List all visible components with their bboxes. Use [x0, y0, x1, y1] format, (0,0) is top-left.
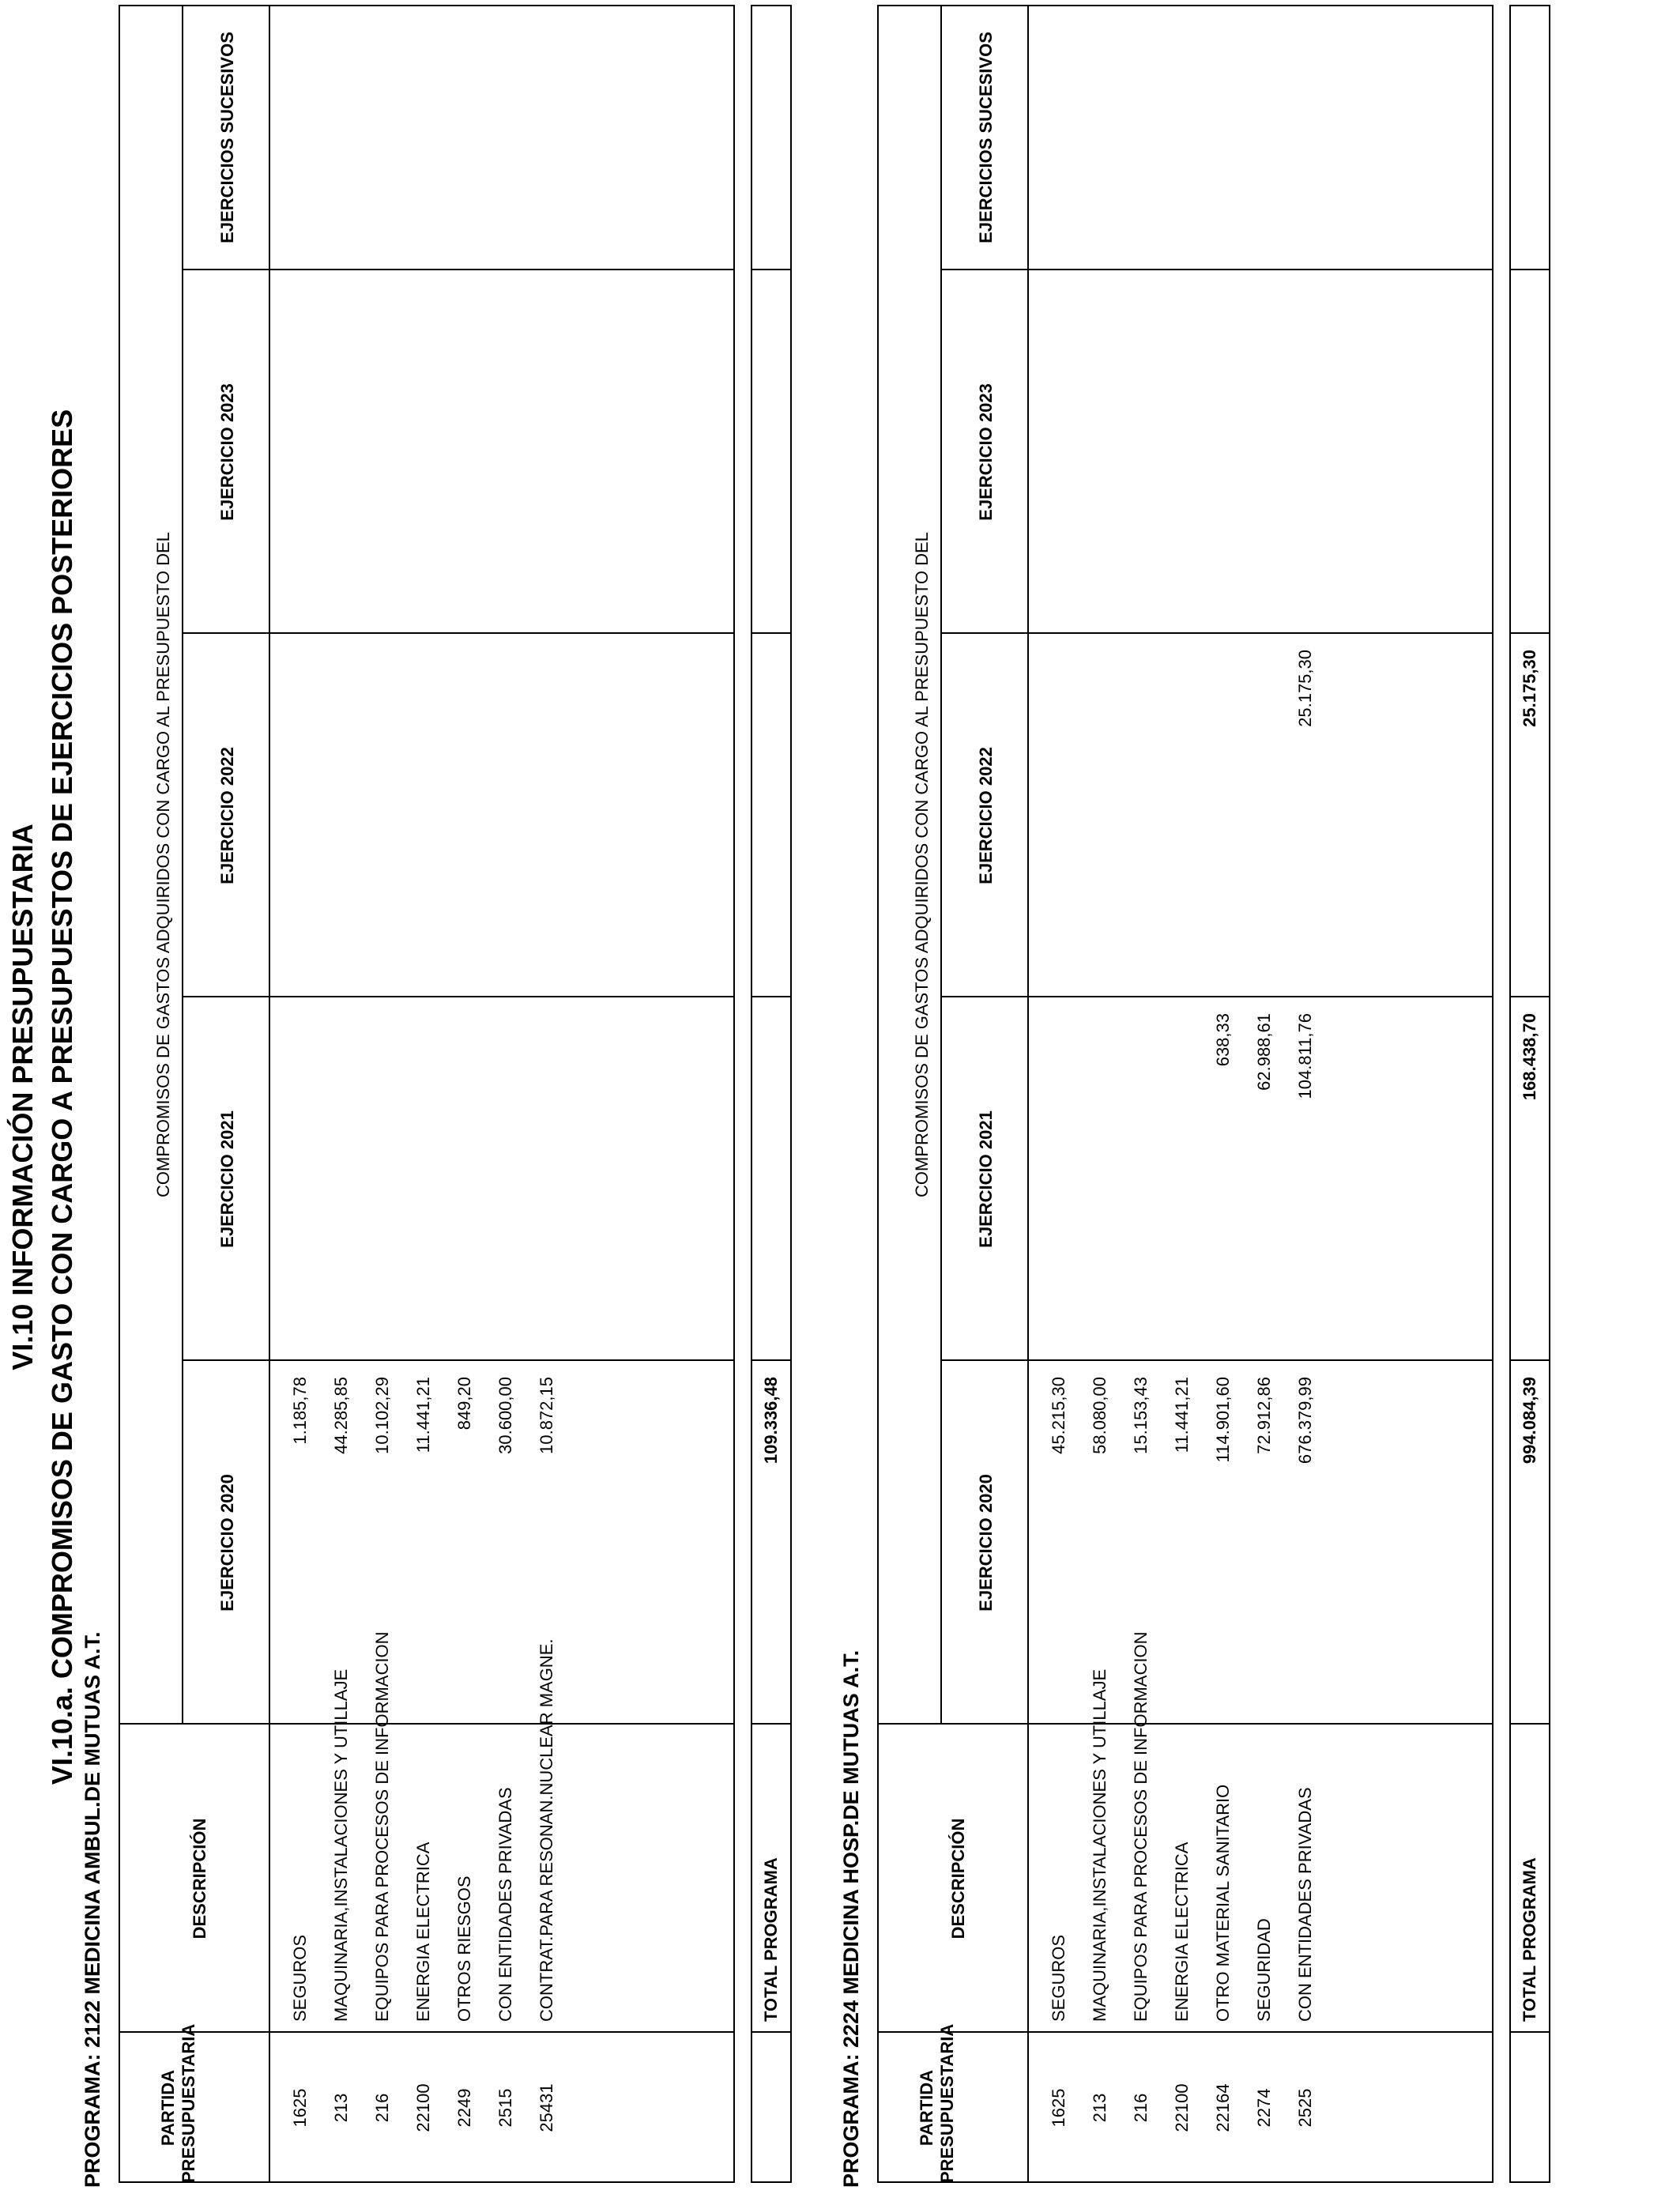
amount-v2020: 676.379,99 [1295, 1377, 1315, 1465]
partida-code: 213 [331, 2093, 351, 2123]
total-column-divider [1509, 2031, 1550, 2033]
partida-code: 22164 [1213, 2083, 1233, 2132]
total-label: TOTAL PROGRAMA [761, 1857, 781, 2022]
total-column-divider [1509, 996, 1550, 997]
amount-v2020: 1.185,78 [290, 1377, 310, 1445]
table-row [445, 5, 484, 2183]
total-v2020: 994.084,39 [1520, 1377, 1539, 1465]
table-row [404, 5, 443, 2183]
total-column-divider [751, 996, 792, 997]
total-v2022: 25.175,30 [1520, 650, 1539, 727]
partida-code: 1625 [290, 2088, 310, 2128]
total-v2020: 109.336,48 [761, 1377, 781, 1465]
amount-v2020: 849,20 [454, 1377, 474, 1431]
header-ejercicio: EJERCICIO 2023 [976, 383, 996, 521]
amount-v2021: 638,33 [1213, 1013, 1233, 1067]
amount-v2020: 15.153,43 [1131, 1377, 1151, 1454]
partida-code: 2525 [1295, 2088, 1315, 2128]
header-descripcion: DESCRIPCIÓN [948, 1818, 968, 1940]
program-title: PROGRAMA: 2224 MEDICINA HOSP.DE MUTUAS A.T. [839, 1649, 863, 2188]
amount-v2021: 62.988,61 [1254, 1013, 1274, 1091]
header-partida-line2: PRESUPUESTARIA [179, 2023, 198, 2183]
partida-code: 213 [1090, 2093, 1109, 2123]
header-ejercicio: EJERCICIO 2022 [976, 747, 996, 884]
total-column-divider [751, 2031, 792, 2033]
row-description: SEGURIDAD [1254, 1918, 1274, 2022]
header-partida-line1: PARTIDA [917, 2069, 936, 2147]
amount-v2020: 10.102,29 [372, 1377, 392, 1454]
header-partida-line1: PARTIDA [158, 2069, 178, 2147]
partida-code: 22100 [413, 2083, 433, 2132]
partida-code: 1625 [1049, 2088, 1068, 2128]
row-description: CON ENTIDADES PRIVADAS [1295, 1787, 1315, 2022]
partida-code: 216 [1131, 2093, 1151, 2123]
total-column-divider [751, 632, 792, 634]
table-row [1039, 5, 1079, 2183]
header-group: COMPROMISOS DE GASTOS ADQUIRIDOS CON CARGO AL PRESUPUESTO DEL [912, 532, 932, 1197]
program-table [877, 5, 1557, 2183]
header-ejercicio: EJERCICIO 2021 [976, 1110, 996, 1248]
amount-v2022: 25.175,30 [1295, 650, 1315, 727]
group-header-divider [940, 5, 942, 1725]
partida-code: 216 [372, 2093, 392, 2123]
header-group: COMPROMISOS DE GASTOS ADQUIRIDOS CON CARGO AL PRESUPUESTO DEL [153, 532, 173, 1197]
amount-v2020: 114.901,60 [1213, 1377, 1233, 1463]
amount-v2020: 72.912,86 [1254, 1377, 1274, 1454]
amount-v2020: 10.872,15 [537, 1377, 556, 1454]
table-row [1121, 5, 1161, 2183]
total-column-divider [751, 1359, 792, 1361]
table-row [527, 5, 567, 2183]
row-description: ENERGIA ELECTRICA [413, 1842, 433, 2022]
table-row [363, 5, 402, 2183]
table-row [1286, 5, 1325, 2183]
total-column-divider [751, 1723, 792, 1725]
row-description: MAQUINARIA,INSTALACIONES Y UTILLAJE [331, 1668, 351, 2022]
table-row [486, 5, 525, 2183]
header-descripcion: DESCRIPCIÓN [190, 1818, 209, 1940]
amount-v2020: 45.215,30 [1049, 1377, 1068, 1454]
table-row [1080, 5, 1120, 2183]
amount-v2020: 44.285,85 [331, 1377, 351, 1454]
row-description: EQUIPOS PARA PROCESOS DE INFORMACION [1131, 1631, 1151, 2022]
row-description: EQUIPOS PARA PROCESOS DE INFORMACION [372, 1631, 392, 2022]
main-title: VI.10 INFORMACIÓN PRESUPUESTARIA [6, 824, 39, 1370]
header-divider [269, 5, 270, 2183]
table-row [1162, 5, 1202, 2183]
row-description: SEGUROS [290, 1934, 310, 2022]
partida-code: 22100 [1172, 2083, 1192, 2132]
header-ejercicio: EJERCICIO 2023 [217, 383, 237, 521]
row-description: CONTRAT.PARA RESONAN.NUCLEAR MAGNE. [537, 1638, 556, 2022]
row-description: MAQUINARIA,INSTALACIONES Y UTILLAJE [1090, 1668, 1109, 2022]
amount-v2020: 11.441,21 [413, 1377, 433, 1453]
amount-v2020: 11.441,21 [1172, 1377, 1192, 1453]
total-column-divider [1509, 1723, 1550, 1725]
header-ejercicio: EJERCICIO 2021 [217, 1110, 237, 1248]
program-title: PROGRAMA: 2122 MEDICINA AMBUL.DE MUTUAS A.T. [81, 1631, 104, 2188]
total-column-divider [1509, 269, 1550, 270]
partida-code: 2249 [454, 2088, 474, 2128]
sub-title: VI.10.a. COMPROMISOS DE GASTO CON CARGO A PRESUPUESTOS DE EJERCICIOS POSTERIORES [46, 409, 78, 1785]
amount-v2021: 104.811,76 [1295, 1013, 1315, 1099]
total-label: TOTAL PROGRAMA [1520, 1857, 1539, 2022]
header-ejercicio: EJERCICIOS SUCESIVOS [217, 32, 237, 243]
partida-code: 2515 [495, 2088, 515, 2128]
partida-code: 25431 [537, 2083, 556, 2132]
total-column-divider [1509, 1359, 1550, 1361]
total-frame [751, 5, 792, 2183]
table-row [1245, 5, 1284, 2183]
header-ejercicio: EJERCICIO 2020 [976, 1474, 996, 1612]
header-ejercicio: EJERCICIO 2020 [217, 1474, 237, 1612]
amount-v2020: 58.080,00 [1090, 1377, 1109, 1454]
group-header-divider [182, 5, 183, 1725]
header-divider [1027, 5, 1029, 2183]
row-description: OTROS RIESGOS [454, 1875, 474, 2022]
table-row [281, 5, 320, 2183]
table-row [322, 5, 361, 2183]
table-row [1203, 5, 1243, 2183]
total-v2021: 168.438,70 [1520, 1013, 1539, 1101]
header-partida-line2: PRESUPUESTARIA [937, 2023, 957, 2183]
program-table [119, 5, 798, 2183]
row-description: ENERGIA ELECTRICA [1172, 1842, 1192, 2022]
header-ejercicio: EJERCICIO 2022 [217, 747, 237, 884]
amount-v2020: 30.600,00 [495, 1377, 515, 1454]
row-description: SEGUROS [1049, 1934, 1068, 2022]
header-partida [158, 2023, 199, 2183]
row-description: OTRO MATERIAL SANITARIO [1213, 1784, 1233, 2022]
partida-code: 2274 [1254, 2088, 1274, 2128]
total-column-divider [1509, 632, 1550, 634]
header-partida [917, 2023, 958, 2183]
row-description: CON ENTIDADES PRIVADAS [495, 1787, 515, 2022]
total-column-divider [751, 269, 792, 270]
header-ejercicio: EJERCICIOS SUCESIVOS [976, 32, 996, 243]
